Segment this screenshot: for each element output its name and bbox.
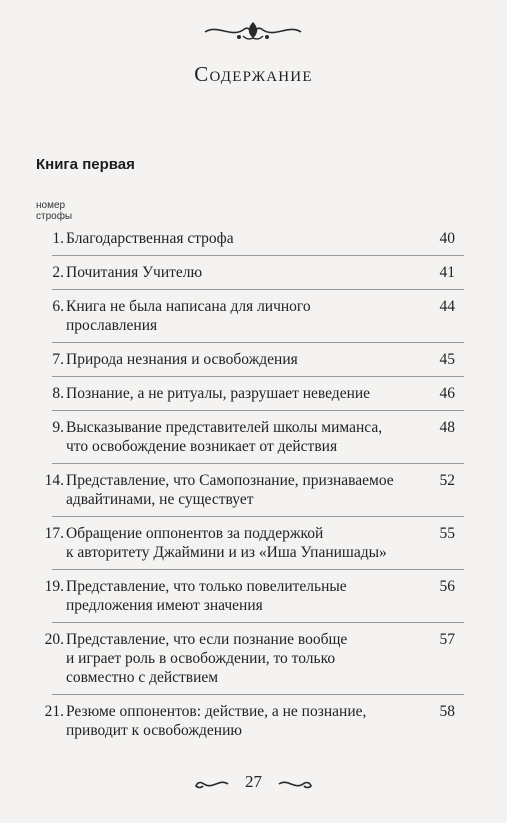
entry-title-line: к авторитету Джаймини и из «Иша Упанишады» (66, 544, 387, 561)
stanza-number: 14. (44, 472, 64, 489)
entry-divider (52, 694, 464, 695)
floral-ornament-icon (203, 18, 303, 44)
entry-title (66, 418, 418, 456)
stanza-number: 9. (52, 419, 64, 436)
entry-title-line: Представление, что только повелительные (66, 578, 347, 595)
entry-title-line: Высказывание представителей школы миманса, (66, 419, 383, 436)
column-label-line: номер (36, 200, 66, 211)
stanza-number: 2. (52, 264, 64, 281)
entry-divider (52, 463, 464, 464)
entry-title-line: Познание, а не ритуалы, разрушает неведение (66, 385, 371, 402)
entry-page-number: 48 (439, 419, 455, 436)
toc-entry (0, 577, 507, 615)
entry-divider (52, 622, 464, 623)
entry-title-line: Книга не была написана для личного (66, 298, 311, 315)
toc-entry (0, 229, 507, 248)
entry-page-number: 52 (439, 472, 455, 489)
entry-page-number: 45 (439, 351, 455, 368)
swash-right-icon (277, 776, 313, 792)
entry-title-line: адвайтинами, не существует (66, 491, 254, 508)
entry-divider (52, 410, 464, 411)
entry-title-line: предложения имеют значения (66, 597, 263, 614)
entry-page-number: 56 (439, 578, 455, 595)
entry-title (66, 297, 418, 335)
stanza-number: 6. (52, 298, 64, 315)
entry-divider (52, 289, 464, 290)
toc-entry (0, 630, 507, 687)
entry-title-line: приводит к освобождению (66, 722, 242, 739)
entry-title (66, 702, 418, 740)
toc-entry (0, 702, 507, 740)
page-title: Содержание (194, 62, 313, 86)
stanza-number: 7. (52, 351, 64, 368)
entry-title (66, 577, 418, 615)
toc-entry (0, 384, 507, 403)
entry-title (66, 384, 418, 403)
stanza-number: 19. (44, 578, 64, 595)
swash-left-icon (194, 776, 230, 792)
page-number: 27 (245, 772, 262, 791)
entry-title-line: Представление, что Самопознание, признаваемое (66, 472, 394, 489)
column-label-line: строфы (36, 211, 73, 222)
entry-divider (52, 516, 464, 517)
entry-title (66, 471, 418, 509)
entry-title-line: Резюме оппонентов: действие, а не познание, (66, 703, 367, 720)
entry-title-line: Природа незнания и освобождения (66, 351, 298, 368)
stanza-number: 21. (44, 703, 64, 720)
entry-title (66, 263, 418, 282)
entry-page-number: 40 (439, 230, 455, 247)
stanza-number: 8. (52, 385, 64, 402)
stanza-number: 20. (44, 631, 64, 648)
entry-page-number: 57 (439, 631, 455, 648)
entry-page-number: 41 (439, 264, 455, 281)
stanza-number: 17. (44, 525, 64, 542)
entry-title-line: прославления (66, 317, 158, 334)
entry-title (66, 524, 418, 562)
entry-title-line: что освобождение возникает от действия (66, 438, 338, 455)
stanza-number: 1. (52, 230, 64, 247)
entry-title (66, 630, 418, 687)
entry-title-line: Обращение оппонентов за поддержкой (66, 525, 324, 542)
stanza-number-column-label (36, 200, 73, 222)
entry-page-number: 44 (439, 298, 455, 315)
entry-page-number: 46 (439, 385, 455, 402)
entry-title (66, 229, 418, 248)
entry-divider (52, 569, 464, 570)
entry-divider (52, 376, 464, 377)
toc-entry (0, 418, 507, 456)
toc-entry (0, 297, 507, 335)
entry-title-line: Благодарственная строфа (66, 230, 234, 247)
toc-entry (0, 471, 507, 509)
entry-page-number: 58 (439, 703, 455, 720)
entry-title-line: и играет роль в освобождении, то только (66, 650, 336, 667)
toc-entry (0, 524, 507, 562)
entry-divider (52, 342, 464, 343)
entry-title-line: совместно с действием (66, 669, 219, 686)
entry-divider (52, 255, 464, 256)
toc-entry (0, 350, 507, 369)
entry-title-line: Почитания Учителю (66, 264, 203, 281)
entry-page-number: 55 (439, 525, 455, 542)
entry-title (66, 350, 418, 369)
book-heading: Книга первая (36, 156, 135, 173)
page-footer (0, 772, 507, 796)
toc-entry (0, 263, 507, 282)
entry-title-line: Представление, что если познание вообще (66, 631, 348, 648)
